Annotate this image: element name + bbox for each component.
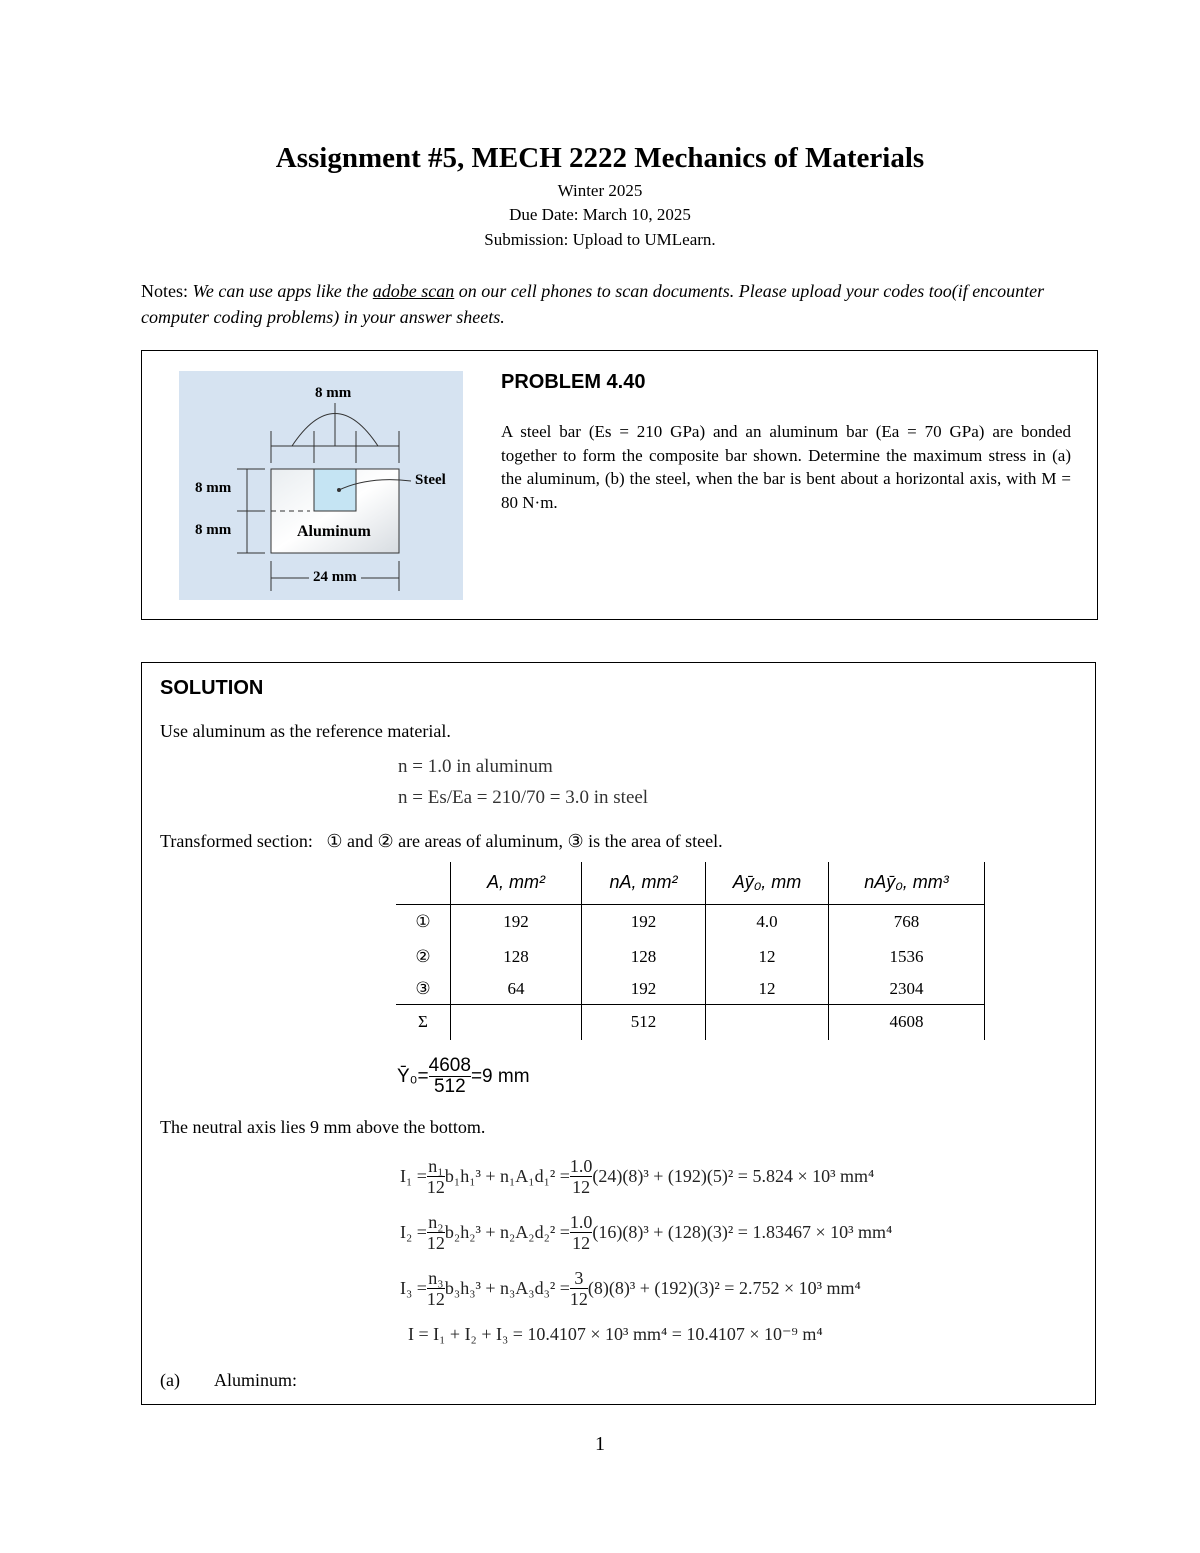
neutral-axis-text: The neutral axis lies 9 mm above the bottom. xyxy=(160,1117,486,1137)
page-title: Assignment #5, MECH 2222 Mechanics of Materials xyxy=(275,142,925,174)
i3-lhs: I₃ = xyxy=(400,1278,427,1298)
i1-rhs: (24)(8)³ + (192)(5)² = 5.824 × 10³ mm⁴ xyxy=(592,1166,875,1186)
table-cell: 128 xyxy=(451,940,582,974)
i3-equation xyxy=(400,1268,861,1309)
dim-left-upper-label: 8 mm xyxy=(195,480,232,496)
table-cell: 4.0 xyxy=(706,904,829,940)
dim-bottom-label: 24 mm xyxy=(313,569,357,585)
n-aluminum: n = 1.0 in aluminum xyxy=(398,756,553,777)
i2-12: 12 xyxy=(426,1233,445,1253)
term: Winter 2025 xyxy=(557,181,643,200)
reference-text: Use aluminum as the reference material. xyxy=(160,721,451,741)
i2-equation xyxy=(400,1212,892,1253)
i2-coef: 1.0 xyxy=(569,1212,593,1232)
table-cell xyxy=(706,1004,829,1040)
i1-lhs: I₁ = xyxy=(400,1166,427,1186)
table-cell xyxy=(451,1004,582,1040)
notes-label: Notes: xyxy=(141,281,193,301)
table-cell: 192 xyxy=(451,904,582,940)
table-row xyxy=(396,940,985,974)
ybar-den: 512 xyxy=(433,1076,466,1097)
part-a-text: Aluminum: xyxy=(214,1370,298,1390)
table-cell: 512 xyxy=(582,1004,706,1040)
table-header: A, mm² xyxy=(451,862,582,904)
i3-coef: 3 xyxy=(570,1268,588,1289)
i3-mid: b₃h₃³ + n₃A₃d₃² = xyxy=(444,1278,570,1298)
i2-n: n₂ xyxy=(428,1212,444,1232)
table-cell: ① xyxy=(396,904,451,940)
table-cell: 12 xyxy=(706,940,829,974)
i3-rhs: (8)(8)³ + (192)(3)² = 2.752 × 10³ mm⁴ xyxy=(587,1278,861,1298)
ybar-num: 4608 xyxy=(428,1055,471,1076)
ybar-rhs: =9 mm xyxy=(470,1065,530,1087)
adobe-scan-link[interactable]: adobe scan xyxy=(372,281,455,301)
table-cell: Σ xyxy=(396,1004,451,1040)
table-row xyxy=(396,974,985,1004)
dim-top-label: 8 mm xyxy=(315,385,352,401)
i1-mid: b₁h₁³ + n₁A₁d₁² = xyxy=(444,1166,570,1186)
due-date: Due Date: March 10, 2025 xyxy=(509,205,691,224)
i1-12b: 12 xyxy=(572,1177,591,1197)
table-row xyxy=(396,904,985,940)
table-cell: 4608 xyxy=(829,1004,985,1040)
table-cell: 192 xyxy=(582,974,706,1004)
i3-12b: 12 xyxy=(569,1289,588,1309)
i1-n: n₁ xyxy=(428,1156,444,1176)
i1-12: 12 xyxy=(426,1177,445,1197)
n-steel: n = Es/Ea = 210/70 = 3.0 in steel xyxy=(398,787,649,808)
table-cell: ③ xyxy=(396,974,451,1004)
table-sum-row xyxy=(396,1004,985,1040)
i1-equation xyxy=(400,1156,874,1197)
i2-lhs: I₂ = xyxy=(400,1222,427,1242)
table-cell: 12 xyxy=(706,974,829,1004)
i3-n: n₃ xyxy=(428,1268,444,1288)
composite-bar-figure xyxy=(179,371,463,600)
problem-text: A steel bar (Es = 210 GPa) and an aluminum bar (Ea = 70 GPa) are bonded together to form the composite bar shown. Determine the maximum stress in (a) the aluminum, (b) the steel, when the bar is bent about a horizontal axis, with M = 80 N·m. xyxy=(501,422,1071,512)
i2-12b: 12 xyxy=(572,1233,591,1253)
i-total-equation: I = I₁ + I₂ + I₃ = 10.4107 × 10³ mm⁴ = 10.4107 × 10⁻⁹ m⁴ xyxy=(408,1324,823,1344)
i1-coef: 1.0 xyxy=(569,1156,593,1176)
table-cell: 1536 xyxy=(829,940,985,974)
notes xyxy=(141,278,1061,330)
table-cell: ② xyxy=(396,940,451,974)
table-cell: 64 xyxy=(451,974,582,1004)
transformed-section-table xyxy=(396,862,985,1040)
table-cell: 128 xyxy=(582,940,706,974)
solution-title: SOLUTION xyxy=(160,677,264,699)
page-number: 1 xyxy=(595,1433,605,1455)
table-cell: 192 xyxy=(582,904,706,940)
problem-title: PROBLEM 4.40 xyxy=(501,371,646,393)
table-cell: 2304 xyxy=(829,974,985,1004)
table-header: nAȳ₀, mm³ xyxy=(829,862,985,904)
i2-mid: b₂h₂³ + n₂A₂d₂² = xyxy=(444,1222,570,1242)
ybar-equation xyxy=(397,1056,530,1097)
part-a-label: (a) xyxy=(160,1370,180,1390)
i2-rhs: (16)(8)³ + (128)(3)² = 1.83467 × 10³ mm⁴ xyxy=(592,1222,893,1242)
notes-text-a: We can use apps like the xyxy=(192,281,373,301)
ybar-lhs: Ȳ₀= xyxy=(397,1065,429,1087)
submission: Submission: Upload to UMLearn. xyxy=(484,230,716,249)
table-header: nA, mm² xyxy=(582,862,706,904)
steel-section xyxy=(314,469,356,511)
table-cell: 768 xyxy=(829,904,985,940)
table-header xyxy=(396,862,451,904)
dim-left-lower-label: 8 mm xyxy=(195,522,232,538)
table-header: Aȳ₀, mm xyxy=(706,862,829,904)
notes-text-b: on our cell phones to scan documents. Please upload your codes too(if encounter computer coding problems) in your answer sheets. xyxy=(141,281,1045,327)
i3-12: 12 xyxy=(426,1289,445,1309)
transformed-text: Transformed section: ① and ② are areas of aluminum, ③ is the area of steel. xyxy=(160,831,723,851)
steel-label: Steel xyxy=(415,472,446,488)
aluminum-label: Aluminum xyxy=(297,523,371,540)
